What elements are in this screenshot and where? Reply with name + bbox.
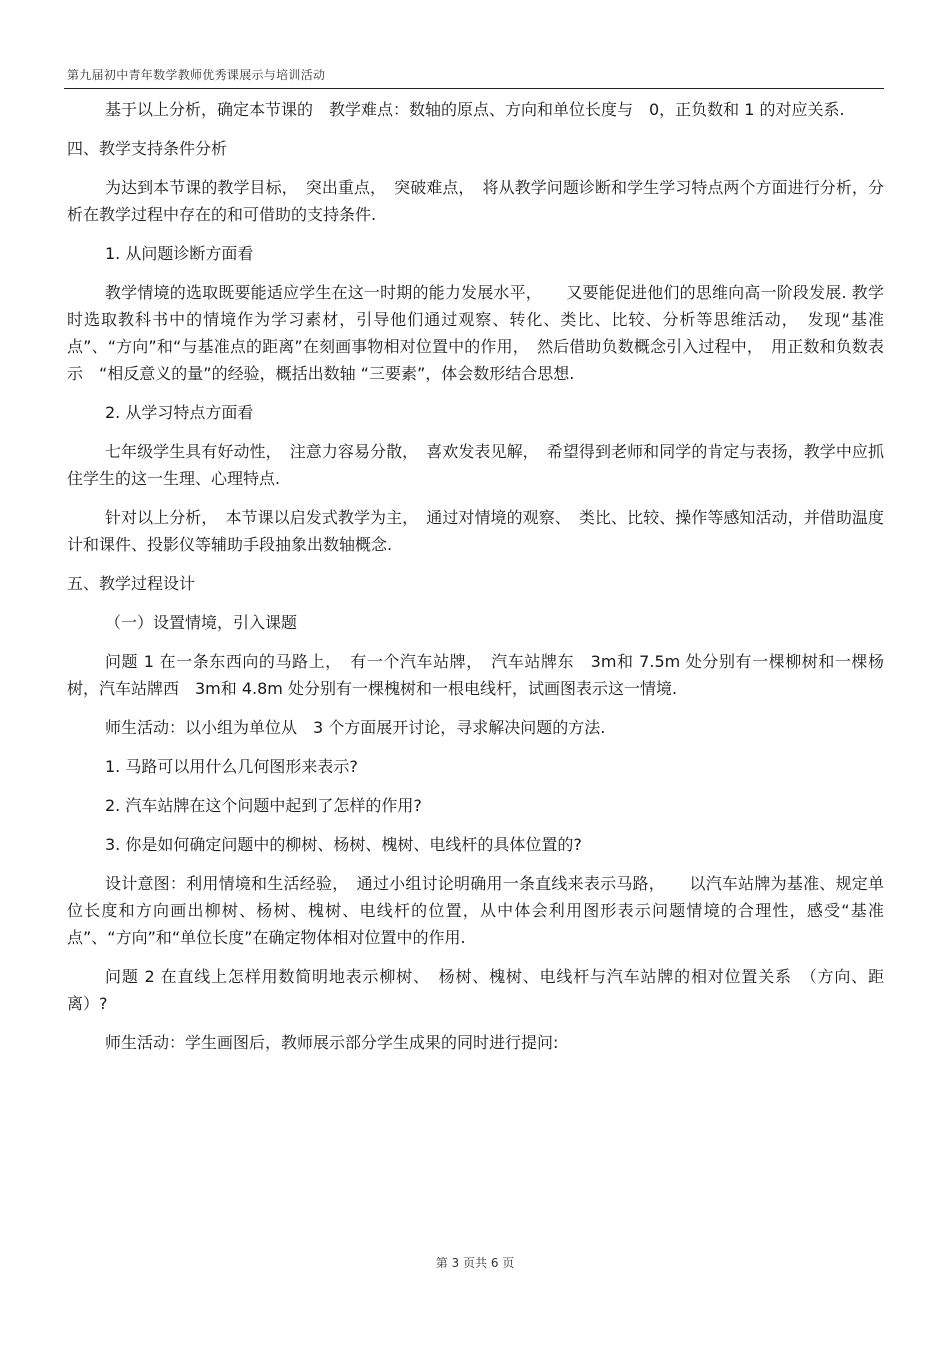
problem-2: 问题 2 在直线上怎样用数简明地表示柳树、 杨树、槐树、电线杆与汽车站牌的相对位置关系 （方向、距离）? [67, 967, 884, 1013]
list-item: 3. 你是如何确定问题中的柳树、杨树、槐树、电线杆的具体位置的? [105, 835, 582, 854]
paragraph-diagnosis: 教学情境的选取既要能适应学生在这一时期的能力发展水平， 又要能促进他们的思维向高一阶段发展. 教学时选取教科书中的情境作为学习素材，引导他们通过观察、转化、类比、比较、分析等思维活动， 发现“基准点”、“方向”和“与基准点的距离”在刻画事物相对位置中的作用， 然后借助负数概念引入过程中， 用正数和负数表示 “相反意义的量”的经验，概括出数轴 “三要素”，体会数形结合思想. [67, 283, 884, 383]
page-number: 第 3 页共 6 页 [435, 1256, 515, 1270]
design-intent: 设计意图：利用情境和生活经验， 通过小组讨论明确用一条直线来表示马路， 以汽车站牌为基准、规定单位长度和方向画出柳树、杨树、槐树、电线杆的位置，从中体会利用图形表示问题情境的合理性，感受“基准点”、“方向”和“单位长度”在确定物体相对位置中的作用. [67, 874, 884, 947]
activity-1: 师生活动：以小组为单位从 3 个方面展开讨论，寻求解决问题的方法. [105, 718, 606, 737]
paragraph-method: 针对以上分析， 本节课以启发式教学为主， 通过对情境的观察、 类比、比较、操作等感知活动，并借助温度计和课件、投影仪等辅助手段抽象出数轴概念. [67, 508, 884, 554]
header-divider [64, 88, 884, 89]
section-heading-4: 四、教学支持条件分析 [67, 139, 228, 158]
document-body [67, 96, 884, 1068]
running-header: 第九届初中青年数学教师优秀课展示与培训活动 [67, 68, 326, 82]
list-item: 2. 汽车站牌在这个问题中起到了怎样的作用? [105, 796, 422, 815]
subheading-learning-traits: 2. 从学习特点方面看 [105, 403, 254, 422]
subheading-diagnosis: 1. 从问题诊断方面看 [105, 244, 254, 263]
section-heading-5: 五、教学过程设计 [67, 574, 196, 593]
activity-2: 师生活动：学生画图后，教师展示部分学生成果的同时进行提问: [105, 1033, 559, 1052]
subsection-heading-1: （一）设置情境，引入课题 [105, 613, 298, 632]
paragraph-support-intro: 为达到本节课的教学目标， 突出重点， 突破难点， 将从教学问题诊断和学生学习特点两个方面进行分析，分析在教学过程中存在的和可借助的支持条件. [67, 178, 884, 224]
list-item: 1. 马路可以用什么几何图形来表示? [105, 757, 358, 776]
paragraph-difficulty: 基于以上分析，确定本节课的 教学难点：数轴的原点、方向和单位长度与 0，正负数和 1 的对应关系. [105, 100, 845, 119]
problem-1: 问题 1 在一条东西向的马路上， 有一个汽车站牌， 汽车站牌东 3m和 7.5m 处分别有一棵柳树和一棵杨树，汽车站牌西 3m和 4.8m 处分别有一棵槐树和一根电线杆，试画图表示这一情境. [67, 652, 884, 698]
paragraph-learning-traits: 七年级学生具有好动性， 注意力容易分散， 喜欢发表见解， 希望得到老师和同学的肯定与表扬，教学中应抓住学生的这一生理、心理特点. [67, 442, 884, 488]
